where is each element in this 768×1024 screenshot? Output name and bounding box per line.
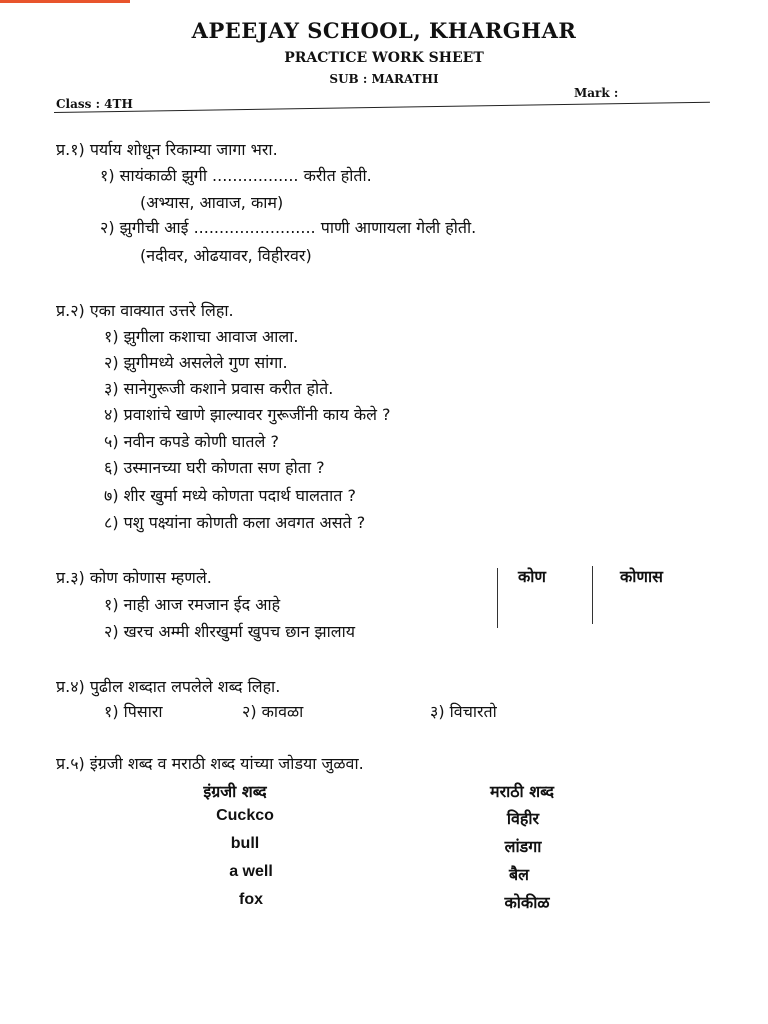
q1-title: प्र.१) पर्याय शोधून रिकाम्या जागा भरा.: [56, 140, 278, 159]
class-label: Class : 4TH: [56, 97, 133, 111]
top-accent-bar: [0, 0, 130, 3]
q3-title: प्र.३) कोण कोणास म्हणले.: [56, 568, 212, 587]
q1-item-2: २) झुगीची आई ........................ पाणी आणायला गेली होती.: [100, 218, 477, 237]
q2-item-2: २) झुगीमध्ये असलेले गुण सांगा.: [104, 353, 288, 372]
q5-english-2: bull: [230, 835, 260, 852]
mark-label: Mark :: [574, 86, 619, 100]
q4-title: प्र.४) पुढील शब्दात लपलेले शब्द लिहा.: [56, 677, 281, 696]
q1-options-2: (नदीवर, ओढयावर, विहीरवर): [140, 246, 312, 265]
q4-item-3: ३) विचारतो: [430, 702, 497, 721]
sheet-title: PRACTICE WORK SHEET: [284, 50, 484, 66]
q5-col-marathi: मराठी शब्द: [490, 782, 554, 801]
q1-item-1: १) सायंकाळी झुगी ................. करीत होती.: [100, 166, 372, 185]
q3-col-kon: कोण: [518, 567, 547, 586]
q2-item-6: ६) उस्मानच्या घरी कोणता सण होता ?: [104, 458, 325, 477]
q1-options-1: (अभ्यास, आवाज, काम): [140, 193, 284, 212]
q2-item-1: १) झुगीला कशाचा आवाज आला.: [104, 327, 299, 346]
school-name: APEEJAY SCHOOL, KHARGHAR: [191, 18, 577, 43]
q5-english-3: a well: [229, 863, 273, 880]
q2-item-8: ८) पशु पक्ष्यांना कोणती कला अवगत असते ?: [104, 513, 366, 532]
q5-marathi-2: लांडगा: [504, 837, 542, 856]
q5-english-1: Cuckco: [216, 807, 274, 824]
q3-item-1: १) नाही आज रमजान ईद आहे: [104, 595, 281, 614]
q5-marathi-3: बैल: [509, 865, 529, 884]
subject-label: SUB : MARATHI: [329, 72, 439, 86]
q3-table-divider-left: [497, 568, 498, 628]
q3-item-2: २) खरच अम्मी शीरखुर्मा खुपच छान झालाय: [104, 622, 356, 641]
q2-item-7: ७) शीर खुर्मा मध्ये कोणता पदार्थ घालतात ?: [104, 486, 356, 505]
q4-item-2: २) कावळा: [242, 702, 304, 721]
header-divider: [54, 102, 710, 113]
q5-marathi-4: कोकीळ: [504, 893, 550, 912]
q5-english-4: fox: [239, 891, 263, 908]
q3-table-divider-right: [592, 566, 593, 624]
q2-item-3: ३) सानेगुरूजी कशाने प्रवास करीत होते.: [104, 379, 334, 398]
q5-marathi-1: विहीर: [506, 809, 540, 828]
q5-col-english: इंग्रजी शब्द: [203, 782, 267, 801]
q2-title: प्र.२) एका वाक्यात उत्तरे लिहा.: [56, 301, 234, 320]
q2-item-4: ४) प्रवाशांचे खाणे झाल्यावर गुरूजींनी काय केले ?: [104, 405, 391, 424]
q2-item-5: ५) नवीन कपडे कोणी घातले ?: [104, 432, 279, 451]
q5-title: प्र.५) इंग्रजी शब्द व मराठी शब्द यांच्या जोडया जुळवा.: [56, 754, 364, 773]
q4-item-1: १) पिसारा: [104, 702, 163, 721]
q3-col-konas: कोणास: [620, 567, 663, 586]
